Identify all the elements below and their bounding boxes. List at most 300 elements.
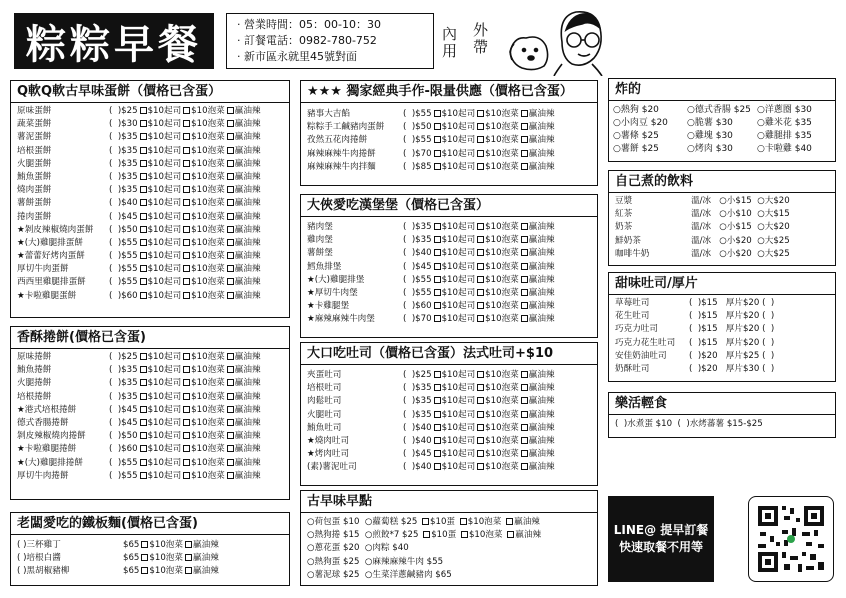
menu-item-options: ( )$55 $10起司 $10泡菜 贏油辣 bbox=[403, 287, 555, 298]
checkbox[interactable] bbox=[183, 353, 190, 360]
menu-item[interactable] bbox=[307, 542, 591, 555]
menu-item[interactable] bbox=[615, 221, 829, 234]
checkbox[interactable] bbox=[227, 366, 234, 373]
checkbox[interactable] bbox=[183, 472, 190, 479]
menu-item[interactable] bbox=[307, 529, 591, 542]
checkbox[interactable] bbox=[140, 379, 147, 386]
menu-item[interactable] bbox=[307, 569, 591, 582]
fried-item[interactable]: ○洋蔥圈 $30 bbox=[757, 105, 812, 115]
checkbox[interactable] bbox=[521, 302, 528, 309]
menu-item-options: ( )$40 $10起司 $10泡菜 贏油辣 bbox=[109, 198, 261, 209]
menu-item-text: ○熱狗蛋 $25 ○麻辣麻辣牛肉 $55 bbox=[307, 556, 444, 567]
menu-item[interactable] bbox=[17, 224, 283, 237]
checkbox[interactable] bbox=[183, 133, 190, 140]
checkbox[interactable] bbox=[227, 459, 234, 466]
checkbox[interactable] bbox=[185, 554, 192, 561]
checkbox[interactable] bbox=[477, 463, 484, 470]
checkbox[interactable] bbox=[183, 173, 190, 180]
menu-item-text: ○蔥花蛋 $20 ○肉粽 $40 bbox=[307, 543, 409, 554]
menu-item[interactable] bbox=[17, 250, 283, 263]
menu-item[interactable] bbox=[307, 395, 591, 408]
menu-item-options: ( )$55 $10起司 $10泡菜 贏油辣 bbox=[109, 237, 261, 248]
checkbox[interactable] bbox=[227, 432, 234, 439]
menu-item-name: 豬事大吉餡 bbox=[307, 109, 350, 119]
checkbox[interactable] bbox=[227, 379, 234, 386]
checkbox[interactable] bbox=[140, 133, 147, 140]
menu-item[interactable] bbox=[17, 118, 283, 131]
checkbox[interactable] bbox=[521, 450, 528, 457]
checkbox[interactable] bbox=[477, 437, 484, 444]
checkbox[interactable] bbox=[183, 366, 190, 373]
menu-item[interactable] bbox=[17, 290, 283, 303]
checkbox[interactable] bbox=[183, 265, 190, 272]
checkbox[interactable] bbox=[521, 249, 528, 256]
checkbox[interactable] bbox=[140, 472, 147, 479]
menu-item-name: 草莓吐司 bbox=[615, 298, 650, 308]
menu-item[interactable] bbox=[307, 221, 591, 234]
menu-item-name: 夾蛋吐司 bbox=[307, 370, 342, 380]
checkbox[interactable] bbox=[434, 384, 441, 391]
checkbox[interactable] bbox=[477, 397, 484, 404]
checkbox[interactable] bbox=[477, 249, 484, 256]
checkbox[interactable] bbox=[140, 239, 147, 246]
checkbox[interactable] bbox=[423, 531, 430, 538]
checkbox[interactable] bbox=[140, 419, 147, 426]
checkbox[interactable] bbox=[227, 173, 234, 180]
checkbox[interactable] bbox=[521, 437, 528, 444]
menu-item[interactable] bbox=[17, 443, 283, 456]
menu-item[interactable] bbox=[17, 171, 283, 184]
menu-item[interactable] bbox=[307, 313, 591, 326]
menu-item-name: ★蕾蕾好烤肉蛋餅 bbox=[17, 251, 85, 262]
checkbox[interactable] bbox=[140, 213, 147, 220]
checkbox[interactable] bbox=[434, 463, 441, 470]
menu-item[interactable] bbox=[615, 418, 829, 431]
checkbox[interactable] bbox=[461, 531, 468, 538]
checkbox[interactable] bbox=[140, 353, 147, 360]
menu-item[interactable] bbox=[307, 108, 591, 121]
menu-item-options: ( )$50 $10起司 $10泡菜 贏油辣 bbox=[109, 431, 261, 442]
checkbox[interactable] bbox=[434, 276, 441, 283]
section-title: 炸的 bbox=[609, 79, 835, 101]
qr-code-icon bbox=[756, 504, 826, 574]
menu-item[interactable] bbox=[307, 556, 591, 569]
menu-item-name: 薯餅堡 bbox=[307, 248, 333, 259]
checkbox[interactable] bbox=[227, 107, 234, 114]
checkbox[interactable] bbox=[227, 406, 234, 413]
checkbox[interactable] bbox=[140, 186, 147, 193]
menu-item[interactable] bbox=[307, 287, 591, 300]
checkbox[interactable] bbox=[183, 278, 190, 285]
menu-item-text: ○荷包蛋 $10 ○蘿蔔糕 $25 $10蛋 $10泡菜 贏油辣 bbox=[307, 517, 540, 527]
menu-item-name: (素)薯泥吐司 bbox=[307, 462, 357, 473]
menu-item[interactable] bbox=[307, 409, 591, 422]
checkbox[interactable] bbox=[227, 186, 234, 193]
menu-item[interactable] bbox=[307, 148, 591, 161]
checkbox[interactable] bbox=[227, 226, 234, 233]
checkbox[interactable] bbox=[521, 163, 528, 170]
menu-item[interactable] bbox=[307, 134, 591, 147]
checkbox[interactable] bbox=[183, 432, 190, 439]
checkbox[interactable] bbox=[227, 353, 234, 360]
menu-item-name: ★卡啦雞腿捲餅 bbox=[17, 444, 77, 455]
checkbox[interactable] bbox=[434, 450, 441, 457]
checkbox[interactable] bbox=[140, 147, 147, 154]
menu-item[interactable] bbox=[307, 161, 591, 174]
checkbox[interactable] bbox=[477, 384, 484, 391]
menu-item-options: ( )$35 $10起司 $10泡菜 贏油辣 bbox=[109, 158, 261, 169]
checkbox[interactable] bbox=[227, 147, 234, 154]
menu-item[interactable] bbox=[307, 422, 591, 435]
checkbox[interactable] bbox=[140, 120, 147, 127]
menu-item[interactable] bbox=[615, 310, 829, 323]
menu-item-name: 原味捲餅 bbox=[17, 352, 52, 362]
menu-item[interactable] bbox=[17, 391, 283, 404]
menu-item[interactable] bbox=[307, 234, 591, 247]
checkbox[interactable] bbox=[477, 289, 484, 296]
checkbox[interactable] bbox=[434, 437, 441, 444]
section-exclusive bbox=[300, 80, 598, 186]
checkbox[interactable] bbox=[477, 411, 484, 418]
brand-logo bbox=[14, 13, 214, 69]
fried-item[interactable]: ○脆薯 $30 bbox=[687, 118, 733, 128]
menu-item[interactable] bbox=[17, 184, 283, 197]
checkbox[interactable] bbox=[521, 276, 528, 283]
checkbox[interactable] bbox=[521, 384, 528, 391]
menu-item[interactable] bbox=[307, 121, 591, 134]
menu-item[interactable] bbox=[615, 208, 829, 221]
checkbox[interactable] bbox=[140, 459, 147, 466]
menu-item[interactable] bbox=[17, 470, 283, 483]
fried-item[interactable]: ○熱狗 $20 bbox=[613, 105, 659, 115]
checkbox[interactable] bbox=[521, 424, 528, 431]
checkbox[interactable] bbox=[434, 263, 441, 270]
checkbox[interactable] bbox=[521, 263, 528, 270]
checkbox[interactable] bbox=[140, 393, 147, 400]
dine-option bbox=[442, 22, 490, 60]
section-sweet bbox=[608, 272, 836, 382]
checkbox[interactable] bbox=[183, 252, 190, 259]
checkbox[interactable] bbox=[227, 278, 234, 285]
checkbox[interactable] bbox=[521, 411, 528, 418]
checkbox[interactable] bbox=[140, 226, 147, 233]
checkbox[interactable] bbox=[434, 302, 441, 309]
menu-item-text: ○熱狗捲 $15 ○煎餃*7 $25 $10蛋 $10泡菜 贏油辣 bbox=[307, 530, 542, 541]
checkbox[interactable] bbox=[521, 289, 528, 296]
fried-item[interactable]: ○薯條 $25 bbox=[613, 131, 659, 141]
menu-item-name: 巧克力花生吐司 bbox=[615, 337, 676, 348]
checkbox[interactable] bbox=[521, 123, 528, 130]
menu-item-options: ( )$35 $10起司 $10泡菜 贏油辣 bbox=[403, 235, 555, 246]
checkbox[interactable] bbox=[434, 150, 441, 157]
checkbox[interactable] bbox=[227, 213, 234, 220]
menu-item-name: ★港式培根捲餅 bbox=[17, 404, 77, 415]
checkbox[interactable] bbox=[140, 445, 147, 452]
menu-item-name: ★(大)雞腿排捲餅 bbox=[17, 457, 83, 468]
section-title: 老闆愛吃的鐵板麵(價格已含蛋) bbox=[11, 513, 289, 535]
checkbox[interactable] bbox=[477, 150, 484, 157]
checkbox[interactable] bbox=[434, 236, 441, 243]
checkbox[interactable] bbox=[183, 445, 190, 452]
checkbox[interactable] bbox=[227, 160, 234, 167]
menu-item[interactable] bbox=[615, 337, 829, 350]
menu-item[interactable] bbox=[17, 417, 283, 430]
section-light bbox=[608, 392, 836, 438]
checkbox[interactable] bbox=[434, 397, 441, 404]
checkbox[interactable] bbox=[434, 289, 441, 296]
checkbox[interactable] bbox=[477, 110, 484, 117]
section-toast bbox=[300, 342, 598, 486]
checkbox[interactable] bbox=[227, 472, 234, 479]
menu-item-name: 巧克力吐司 bbox=[615, 324, 658, 335]
checkbox[interactable] bbox=[183, 239, 190, 246]
checkbox[interactable] bbox=[183, 292, 190, 299]
menu-item[interactable] bbox=[17, 377, 283, 390]
fried-item[interactable]: ○小肉豆 $20 bbox=[613, 118, 668, 128]
menu-item-name: 奶茶 bbox=[615, 222, 633, 233]
fried-item[interactable]: ○雞塊 $30 bbox=[687, 131, 733, 141]
fried-item[interactable]: ○雞腿排 $35 bbox=[757, 131, 812, 141]
menu-item-options: ( )$15 厚片$20 ( ) bbox=[689, 311, 775, 322]
menu-item[interactable] bbox=[307, 261, 591, 274]
menu-item[interactable] bbox=[17, 158, 283, 171]
checkbox[interactable] bbox=[434, 424, 441, 431]
menu-item[interactable] bbox=[615, 235, 829, 248]
menu-item-options: ( )$20 厚片$25 ( ) bbox=[689, 350, 775, 361]
checkbox[interactable] bbox=[521, 110, 528, 117]
checkbox[interactable] bbox=[140, 366, 147, 373]
menu-item[interactable] bbox=[615, 350, 829, 363]
checkbox[interactable] bbox=[434, 411, 441, 418]
checkbox[interactable] bbox=[227, 265, 234, 272]
checkbox[interactable] bbox=[477, 263, 484, 270]
checkbox[interactable] bbox=[521, 136, 528, 143]
dine-in-1: 內 bbox=[442, 25, 460, 43]
menu-item[interactable] bbox=[307, 435, 591, 448]
checkbox[interactable] bbox=[140, 406, 147, 413]
menu-item-name: 咖啡牛奶 bbox=[615, 248, 650, 259]
checkbox[interactable] bbox=[227, 419, 234, 426]
menu-item[interactable] bbox=[307, 300, 591, 313]
checkbox[interactable] bbox=[183, 393, 190, 400]
menu-item[interactable] bbox=[17, 430, 283, 443]
menu-item-options: $65 $10泡菜 贏油辣 bbox=[123, 566, 219, 577]
section-oldtime bbox=[300, 490, 598, 586]
menu-item[interactable] bbox=[615, 363, 829, 376]
menu-item[interactable] bbox=[17, 131, 283, 144]
menu-item-options: ( )$25 $10起司 $10泡菜 贏油辣 bbox=[109, 106, 261, 116]
checkbox[interactable] bbox=[521, 223, 528, 230]
menu-item[interactable] bbox=[307, 369, 591, 382]
checkbox[interactable] bbox=[140, 265, 147, 272]
section-fried bbox=[608, 78, 836, 162]
section-title: ★★★ 獨家經典手作-限量供應（價格已含蛋） bbox=[301, 81, 597, 103]
menu-item-options: ( )$45 $10起司 $10泡菜 贏油辣 bbox=[403, 261, 555, 272]
checkbox[interactable] bbox=[434, 249, 441, 256]
checkbox[interactable] bbox=[227, 199, 234, 206]
checkbox[interactable] bbox=[521, 236, 528, 243]
checkbox[interactable] bbox=[140, 160, 147, 167]
section-title: 香酥捲餅(價格已含蛋) bbox=[11, 327, 289, 349]
take-out-2: 帶 bbox=[473, 38, 491, 56]
checkbox[interactable] bbox=[227, 292, 234, 299]
checkbox[interactable] bbox=[521, 150, 528, 157]
menu-item[interactable] bbox=[17, 145, 283, 158]
checkbox[interactable] bbox=[477, 123, 484, 130]
menu-item-name: 鮪魚蛋餅 bbox=[17, 171, 52, 182]
menu-item-name: 鮪魚吐司 bbox=[307, 422, 342, 433]
checkbox[interactable] bbox=[521, 397, 528, 404]
menu-item[interactable] bbox=[17, 539, 283, 552]
fried-item[interactable]: ○烤肉 $30 bbox=[687, 144, 733, 154]
fried-item[interactable]: ○雞米花 $35 bbox=[757, 118, 812, 128]
menu-item[interactable] bbox=[17, 364, 283, 377]
menu-item-name: 薯餅蛋餅 bbox=[17, 198, 52, 209]
menu-item[interactable] bbox=[307, 382, 591, 395]
menu-item[interactable] bbox=[307, 274, 591, 287]
menu-item[interactable] bbox=[307, 516, 591, 529]
menu-item[interactable] bbox=[307, 461, 591, 474]
checkbox[interactable] bbox=[477, 424, 484, 431]
menu-item-options: ( )$35 $10起司 $10泡菜 贏油辣 bbox=[403, 409, 555, 420]
checkbox[interactable] bbox=[140, 173, 147, 180]
checkbox[interactable] bbox=[183, 160, 190, 167]
checkbox[interactable] bbox=[183, 459, 190, 466]
menu-item[interactable] bbox=[17, 404, 283, 417]
menu-item[interactable] bbox=[615, 323, 829, 336]
checkbox[interactable] bbox=[227, 252, 234, 259]
menu-item-name: ★(大)雞腿排堡 bbox=[307, 274, 365, 285]
section-iron bbox=[10, 512, 290, 586]
checkbox[interactable] bbox=[227, 133, 234, 140]
checkbox[interactable] bbox=[141, 567, 148, 574]
menu-item[interactable] bbox=[615, 297, 829, 310]
checkbox[interactable] bbox=[183, 419, 190, 426]
menu-item[interactable] bbox=[307, 448, 591, 461]
menu-item[interactable] bbox=[17, 457, 283, 470]
checkbox[interactable] bbox=[140, 432, 147, 439]
section-title: 古早味早點 bbox=[301, 491, 597, 513]
checkbox[interactable] bbox=[183, 120, 190, 127]
menu-item-name: ★剝皮辣椒燒肉蛋餅 bbox=[17, 224, 94, 235]
fried-item[interactable]: ○薯餅 $25 bbox=[613, 144, 659, 154]
menu-item[interactable] bbox=[307, 247, 591, 260]
menu-item-name: 鮮奶茶 bbox=[615, 235, 641, 246]
checkbox[interactable] bbox=[141, 554, 148, 561]
checkbox[interactable] bbox=[477, 371, 484, 378]
checkbox[interactable] bbox=[477, 223, 484, 230]
line-promo bbox=[608, 496, 714, 582]
checkbox[interactable] bbox=[434, 223, 441, 230]
menu-item-name: 剝皮辣椒燒肉捲餅 bbox=[17, 431, 86, 442]
menu-item[interactable] bbox=[17, 351, 283, 364]
checkbox[interactable] bbox=[434, 315, 441, 322]
menu-item-name: 原味蛋餅 bbox=[17, 106, 52, 116]
checkbox[interactable] bbox=[477, 136, 484, 143]
checkbox[interactable] bbox=[183, 226, 190, 233]
fried-item[interactable]: ○德式香腸 $25 bbox=[687, 105, 751, 115]
checkbox[interactable] bbox=[183, 213, 190, 220]
checkbox[interactable] bbox=[183, 406, 190, 413]
menu-item-options: ( )$15 厚片$20 ( ) bbox=[689, 337, 775, 348]
menu-item[interactable] bbox=[17, 263, 283, 276]
checkbox[interactable] bbox=[183, 107, 190, 114]
checkbox[interactable] bbox=[140, 278, 147, 285]
section-title: 樂活輕食 bbox=[609, 393, 835, 415]
checkbox[interactable] bbox=[140, 292, 147, 299]
menu-item[interactable] bbox=[17, 211, 283, 224]
checkbox[interactable] bbox=[422, 518, 429, 525]
checkbox[interactable] bbox=[183, 379, 190, 386]
section-drink bbox=[608, 170, 836, 266]
checkbox[interactable] bbox=[521, 371, 528, 378]
checkbox[interactable] bbox=[477, 236, 484, 243]
section-title: 甜味吐司/厚片 bbox=[609, 273, 835, 295]
menu-item-name: 火腿蛋餅 bbox=[17, 158, 52, 169]
checkbox[interactable] bbox=[434, 163, 441, 170]
fried-item[interactable]: ○卡啦雞 $40 bbox=[757, 144, 812, 154]
checkbox[interactable] bbox=[506, 518, 513, 525]
checkbox[interactable] bbox=[183, 199, 190, 206]
checkbox[interactable] bbox=[185, 567, 192, 574]
checkbox[interactable] bbox=[227, 393, 234, 400]
checkbox[interactable] bbox=[141, 541, 148, 548]
menu-item-options: 溫/冰 ○小$15 ○大$20 bbox=[691, 222, 790, 233]
checkbox[interactable] bbox=[185, 541, 192, 548]
menu-item[interactable] bbox=[17, 197, 283, 210]
checkbox[interactable] bbox=[477, 315, 484, 322]
checkbox[interactable] bbox=[227, 239, 234, 246]
menu-item-options: ( )$35 $10起司 $10泡菜 贏油辣 bbox=[403, 222, 555, 232]
checkbox[interactable] bbox=[521, 315, 528, 322]
menu-item[interactable] bbox=[615, 248, 829, 261]
checkbox[interactable] bbox=[434, 371, 441, 378]
checkbox[interactable] bbox=[460, 518, 467, 525]
menu-item-options: ( )$45 $10起司 $10泡菜 贏油辣 bbox=[403, 449, 555, 460]
checkbox[interactable] bbox=[227, 120, 234, 127]
checkbox[interactable] bbox=[140, 252, 147, 259]
checkbox[interactable] bbox=[521, 463, 528, 470]
menu-item-options: ( )$20 厚片$30 ( ) bbox=[689, 363, 775, 374]
menu-item[interactable] bbox=[17, 105, 283, 118]
checkbox[interactable] bbox=[507, 531, 514, 538]
menu-item[interactable] bbox=[17, 237, 283, 250]
menu-item-name: ( )三杯雞丁 bbox=[17, 540, 61, 550]
checkbox[interactable] bbox=[477, 302, 484, 309]
promo-line-1: LINE@ 提早訂餐 bbox=[613, 523, 709, 537]
menu-item[interactable] bbox=[17, 552, 283, 565]
checkbox[interactable] bbox=[434, 136, 441, 143]
checkbox[interactable] bbox=[477, 276, 484, 283]
menu-item-options: ( )$35 $10起司 $10泡菜 贏油辣 bbox=[109, 185, 261, 196]
menu-item[interactable] bbox=[17, 276, 283, 289]
menu-item-name: 西西里雞腿排蛋餅 bbox=[17, 277, 86, 288]
checkbox[interactable] bbox=[140, 107, 147, 114]
menu-item-name: 紅茶 bbox=[615, 209, 633, 220]
checkbox[interactable] bbox=[140, 199, 147, 206]
menu-item-options: ( )$45 $10起司 $10泡菜 贏油辣 bbox=[109, 404, 261, 415]
menu-item[interactable] bbox=[17, 565, 283, 578]
checkbox[interactable] bbox=[227, 445, 234, 452]
checkbox[interactable] bbox=[183, 147, 190, 154]
checkbox[interactable] bbox=[434, 123, 441, 130]
menu-item-name: 安佳奶油吐司 bbox=[615, 350, 667, 361]
checkbox[interactable] bbox=[477, 450, 484, 457]
checkbox[interactable] bbox=[434, 110, 441, 117]
checkbox[interactable] bbox=[477, 163, 484, 170]
checkbox[interactable] bbox=[183, 186, 190, 193]
menu-item[interactable] bbox=[615, 195, 829, 208]
